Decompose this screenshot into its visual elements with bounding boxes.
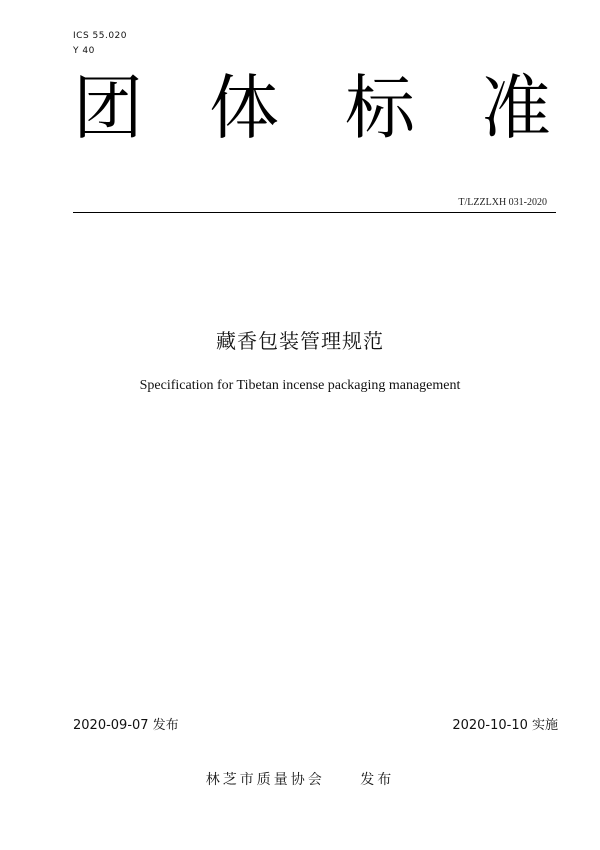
implementation-date: 2020-10-10 实施 bbox=[452, 718, 558, 733]
english-title: Specification for Tibetan incense packaging management bbox=[139, 378, 461, 393]
publisher-line bbox=[0, 770, 600, 790]
title-char-2: 体 bbox=[209, 67, 279, 149]
document-type-title bbox=[73, 68, 551, 148]
ccs-code: Y 40 bbox=[73, 46, 95, 56]
standard-number: T/LZZLXH 031-2020 bbox=[458, 197, 547, 208]
ics-code: ICS 55.020 bbox=[73, 31, 128, 41]
publisher-action: 发布 bbox=[360, 772, 395, 788]
title-char-1: 团 bbox=[73, 67, 143, 149]
publisher-organization: 林芝市质量协会 bbox=[205, 772, 325, 788]
title-char-4: 准 bbox=[481, 67, 551, 149]
chinese-title: 藏香包装管理规范 bbox=[216, 329, 384, 353]
header-divider bbox=[73, 212, 556, 213]
issue-date: 2020-09-07 发布 bbox=[73, 718, 179, 733]
title-char-3: 标 bbox=[345, 67, 415, 149]
